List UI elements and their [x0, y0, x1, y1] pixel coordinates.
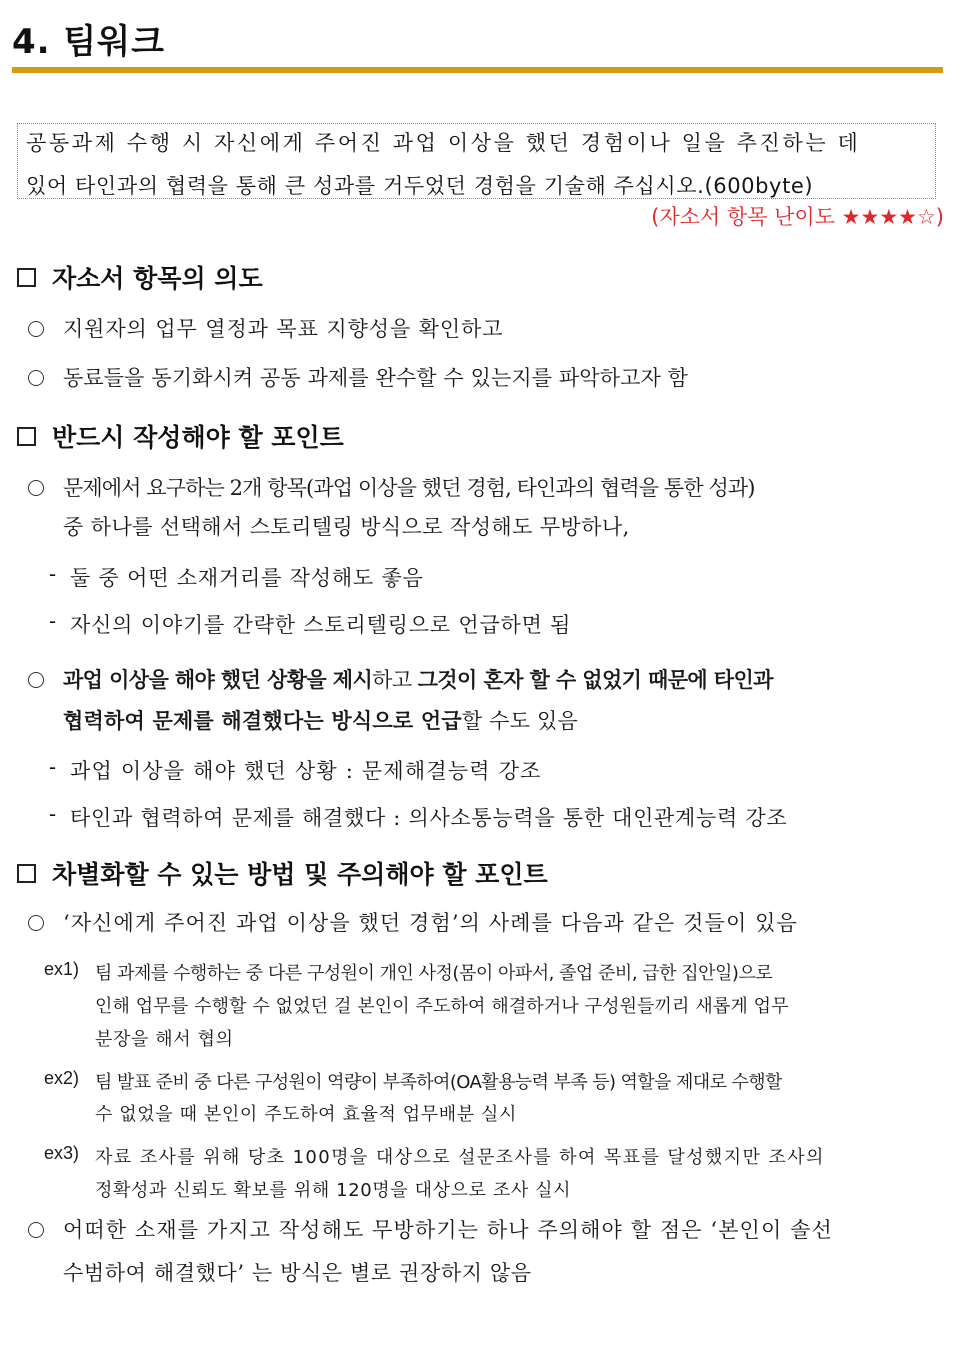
list-item: 지원자의 업무 열정과 목표 지향성을 확인하고 — [63, 317, 504, 341]
section-heading-differentiation — [17, 855, 548, 891]
list-item-continuation: 중 하나를 선택해서 스토리텔링 방식으로 작성해도 무방하나, — [63, 515, 630, 539]
list-item: ‘자신에게 주어진 과업 이상을 했던 경험’의 사례를 다음과 같은 것들이 있음 — [63, 911, 798, 935]
dash-bullet: - — [49, 802, 57, 826]
emphasis-text: 협력하여 문제를 해결했다는 방식으로 언급 — [63, 709, 462, 733]
example-line: 팀 발표 준비 중 다른 구성원이 역량이 부족하여(OA활용능력 부족 등) 역할을 제대로 수행할 — [95, 1072, 782, 1093]
list-item — [63, 664, 773, 694]
plain-text: 할 수도 있음 — [461, 709, 578, 733]
plain-text: 하고 — [372, 668, 418, 692]
list-item: 문제에서 요구하는 2개 항목(과업 이상을 했던 경험, 타인과의 협력을 통한 성과) — [63, 476, 755, 500]
square-bullet-icon — [17, 864, 36, 883]
example-line: 분장을 해서 협의 — [95, 1029, 234, 1050]
example-line: 자료 조사를 위해 당초 100명을 대상으로 설문조사를 하여 목표를 달성했지만 조사의 — [95, 1147, 825, 1168]
section-heading-label: 반드시 작성해야 할 포인트 — [52, 423, 344, 452]
circle-bullet-icon — [28, 480, 44, 496]
emphasis-text: 그것이 혼자 할 수 없었기 때문에 타인과 — [417, 668, 773, 692]
circle-bullet-icon — [28, 321, 44, 337]
page-title: 4. 팀워크 — [12, 22, 165, 62]
circle-bullet-icon — [28, 672, 44, 688]
example-label: ex2) — [44, 1068, 80, 1088]
example-label: ex1) — [44, 959, 80, 979]
example-label: ex3) — [44, 1143, 80, 1163]
list-item: 동료들을 동기화시켜 공동 과제를 완수할 수 있는지를 파악하고자 함 — [63, 366, 689, 390]
question-line-2: 있어 타인과의 협력을 통해 큰 성과를 거두었던 경험을 기술해 주십시오.(600byte) — [26, 174, 814, 198]
sub-item: 과업 이상을 해야 했던 상황 : 문제해결능력 강조 — [70, 759, 542, 783]
sub-item: 둘 중 어떤 소재거리를 작성해도 좋음 — [70, 566, 424, 590]
difficulty-rating: (자소서 항목 난이도 ★★★★☆) — [651, 205, 944, 229]
emphasis-text: 과업 이상을 해야 했던 상황을 제시 — [63, 668, 373, 692]
section-heading-intent — [17, 259, 263, 295]
circle-bullet-icon — [28, 370, 44, 386]
example-line: 팀 과제를 수행하는 중 다른 구성원이 개인 사정(몸이 아파서, 졸업 준비, 급한 집안일)으로 — [95, 963, 773, 984]
section-heading-key-points — [17, 418, 344, 454]
dash-bullet: - — [49, 562, 57, 586]
sub-item: 타인과 협력하여 문제를 해결했다 : 의사소통능력을 통한 대인관계능력 강조 — [70, 806, 788, 830]
example-line: 수 없었을 때 본인이 주도하여 효율적 업무배분 실시 — [95, 1104, 517, 1125]
list-item: 어떠한 소재를 가지고 작성해도 무방하기는 하나 주의해야 할 점은 ‘본인이 솔선 — [63, 1218, 833, 1242]
dash-bullet: - — [49, 755, 57, 779]
example-line: 정확성과 신뢰도 확보를 위해 120명을 대상으로 조사 실시 — [95, 1180, 572, 1201]
square-bullet-icon — [17, 427, 36, 446]
dash-bullet: - — [49, 609, 57, 633]
list-item-continuation: 수범하여 해결했다’ 는 방식은 별로 권장하지 않음 — [63, 1261, 532, 1285]
circle-bullet-icon — [28, 915, 44, 931]
question-line-1: 공동과제 수행 시 자신에게 주어진 과업 이상을 했던 경험이나 일을 추진하는 데 — [26, 131, 861, 155]
example-line: 인해 업무를 수행할 수 없었던 걸 본인이 주도하여 해결하거나 구성원들끼리 새롭게 업무 — [95, 996, 789, 1017]
section-heading-label: 차별화할 수 있는 방법 및 주의해야 할 포인트 — [52, 860, 548, 889]
title-divider — [12, 67, 943, 73]
section-heading-label: 자소서 항목의 의도 — [52, 264, 263, 293]
circle-bullet-icon — [28, 1222, 44, 1238]
sub-item: 자신의 이야기를 간략한 스토리텔링으로 언급하면 됨 — [70, 613, 572, 637]
square-bullet-icon — [17, 268, 36, 287]
list-item-continuation — [63, 705, 578, 735]
